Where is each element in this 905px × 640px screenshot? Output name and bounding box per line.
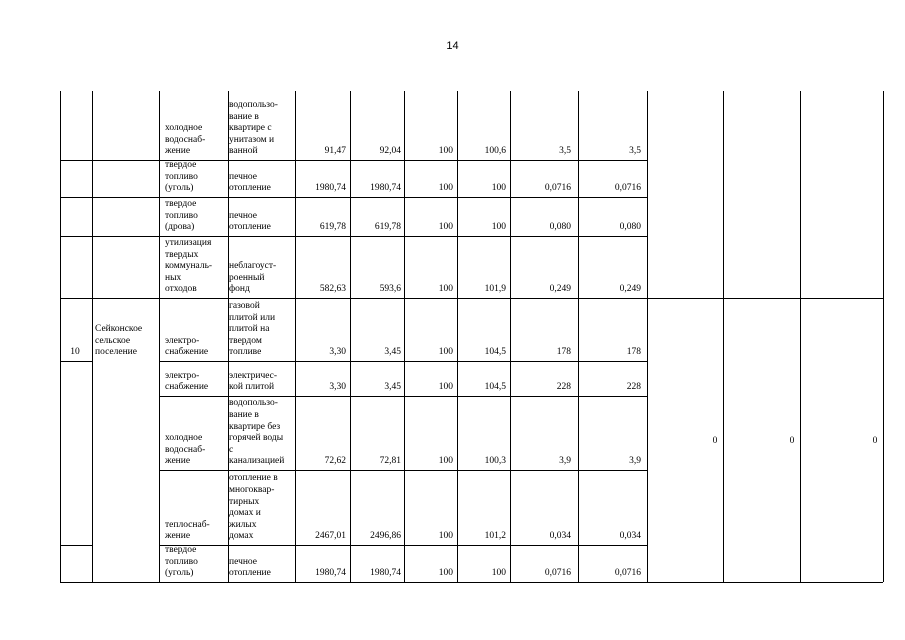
tariff-value-2: 593,6 [379,284,401,295]
condition-text: водопользо- вание в квартире с унитазом и ванной [229,100,278,157]
service-name: твердое топливо (уголь) [165,160,198,194]
norm-value-1: 3,5 [559,146,571,157]
tariff-value-2: 92,04 [379,146,401,157]
service-name: электро- снабжение [165,370,209,393]
percent-value-1: 100 [438,531,453,542]
condition-text: неблагоуст- роенный фонд [229,261,277,295]
percent-value-2: 104,5 [484,347,506,358]
percent-value-1: 100 [438,456,453,467]
percent-value-1: 100 [438,568,453,579]
norm-value-2: 0,0716 [614,183,641,194]
tariff-value-2: 2496,86 [370,531,401,542]
tariff-value-1: 619,78 [319,222,346,233]
tariff-value-1: 1980,74 [315,568,346,579]
norm-value-2: 0,034 [619,531,641,542]
norm-value-2: 0,080 [619,222,641,233]
norm-value-1: 0,0716 [544,568,571,579]
condition-text: печное отопление [229,556,271,579]
percent-value-1: 100 [438,347,453,358]
percent-value-2: 100 [491,568,506,579]
tariff-value-1: 72,62 [324,456,346,467]
condition-text: электричес- кой плитой [229,370,278,393]
condition-text: печное отопление [229,210,271,233]
service-name: теплоснаб- жение [165,519,210,542]
norm-value-2: 0,249 [619,284,641,295]
condition-text: газовой плитой или плитой на твердом топливе [229,301,276,358]
tariff-value-2: 619,78 [374,222,401,233]
merged-value-3: 0 [872,436,878,446]
tariff-value-2: 3,45 [384,347,401,358]
percent-value-2: 101,9 [484,284,506,295]
tariff-value-1: 91,47 [324,146,346,157]
norm-value-1: 0,0716 [544,183,571,194]
tariff-value-1: 1980,74 [315,183,346,194]
merged-value-1: 0 [712,436,718,446]
percent-value-2: 100 [491,183,506,194]
percent-value-2: 100,6 [484,146,506,157]
percent-value-1: 100 [438,183,453,194]
norm-value-2: 3,5 [629,146,641,157]
service-name: твердое топливо (уголь) [165,545,198,579]
norm-value-2: 0,0716 [614,568,641,579]
service-name: твердое топливо (дрова) [165,199,198,233]
tariff-value-2: 1980,74 [370,183,401,194]
percent-value-2: 101,2 [484,531,506,542]
service-name: утилизация твердых коммуналь- ных отходов [165,238,213,295]
tick-mark: . [800,233,801,238]
page-number: 14 [446,40,459,52]
norm-value-1: 0,080 [549,222,571,233]
row-index: 10 [70,347,80,358]
condition-text: водопользо- вание в квартире без горячей воды с канализацией [229,398,285,467]
tariff-value-1: 582,63 [319,284,346,295]
service-name: холодное водоснаб- жение [165,433,206,467]
percent-value-2: 100 [491,222,506,233]
norm-value-1: 0,249 [549,284,571,295]
percent-value-1: 100 [438,284,453,295]
percent-value-2: 104,5 [484,382,506,393]
condition-text: отопление в многоквар- тирных домах и жилых домах [229,473,278,542]
service-name: электро- снабжение [165,335,209,358]
percent-value-1: 100 [438,146,453,157]
tariff-value-1: 3,30 [329,347,346,358]
tariff-value-2: 72,81 [379,456,401,467]
norm-value-2: 178 [626,347,641,358]
norm-value-1: 3,9 [559,456,571,467]
service-name: холодное водоснаб- жение [165,123,206,157]
condition-text: печное отопление [229,171,271,194]
merged-value-2: 0 [789,436,795,446]
percent-value-1: 100 [438,382,453,393]
tariff-value-1: 3,30 [329,382,346,393]
settlement-name: Сейконское сельское поселение [95,324,143,358]
tariff-value-2: 3,45 [384,382,401,393]
norm-value-1: 178 [556,347,571,358]
norm-value-1: 0,034 [549,531,571,542]
tariff-value-2: 1980,74 [370,568,401,579]
norm-value-1: 228 [556,382,571,393]
percent-value-2: 100,3 [484,456,506,467]
tariff-value-1: 2467,01 [315,531,346,542]
norm-value-2: 228 [626,382,641,393]
norm-value-2: 3,9 [629,456,641,467]
percent-value-1: 100 [438,222,453,233]
